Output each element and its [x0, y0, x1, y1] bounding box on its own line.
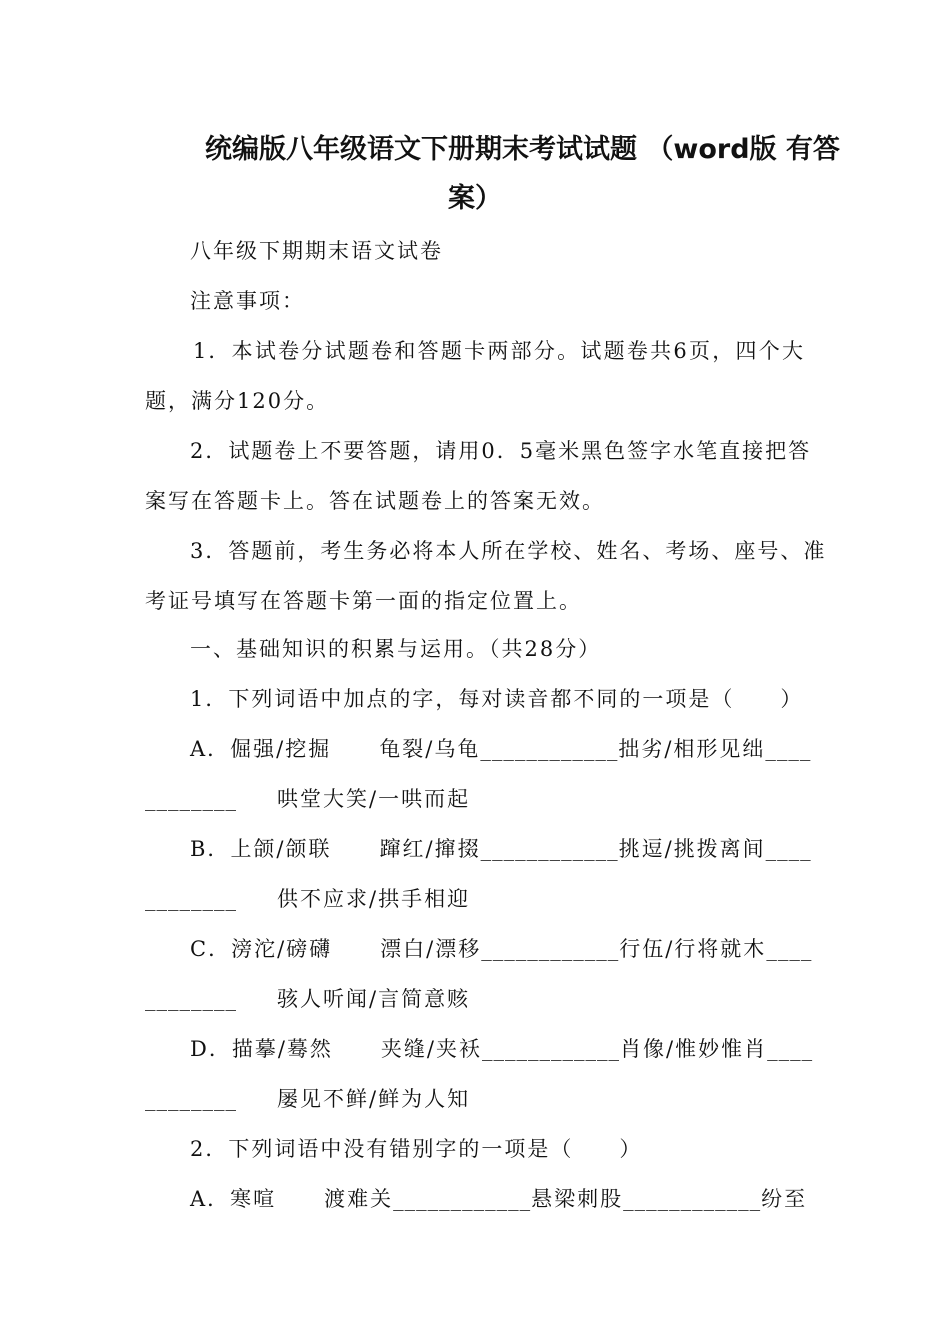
question-2-option-a: A．寒喧 渡难关____________ 悬梁刺股____________ 纷至: [190, 1187, 808, 1211]
document-title-line2: 案）: [448, 183, 502, 214]
question-1-option-a-cont: ________ 哄堂大笑/一哄而起: [145, 787, 471, 811]
note-3-line2: 考证号填写在答题卡第一面的指定位置上。: [145, 589, 582, 613]
note-3-line1: 3． 答 题 前 ， 考 生 务 必 将 本 人 所 在 学 校 、 姓 名 、 考 场 、 座 号 、 准: [190, 539, 827, 563]
question-2-stem: 2．下列词语中没有错别字的一项是（ ）: [190, 1137, 643, 1161]
question-1-option-d: D．描摹/蓦然 夹缝/夹袄____________ 肖像/惟妙惟肖____: [190, 1037, 814, 1061]
exam-subtitle: 八年级下期期末语文试卷: [190, 239, 443, 263]
note-2-line2: 案写在答题卡上。答在试题卷上的答案无效。: [145, 489, 605, 513]
question-1-option-b: B．上颌/颌联 蹿红/撺掇____________ 挑逗/挑拨离间____: [190, 837, 812, 861]
notice-heading: 注意事项：: [190, 289, 305, 313]
question-1-option-c-cont: ________ 骇人听闻/言简意赅: [145, 987, 471, 1011]
question-1-option-c: C．滂沱/磅礴 漂白/漂移____________ 行伍/行将就木____: [190, 937, 813, 961]
note-2-line1: 2． 试 题 卷 上 不 要 答 题 ， 请 用 0． 5 毫 米 黑 色 签 字 水 笔 直 接 把 答: [190, 439, 812, 463]
note-1-line1: 1． 本 试 卷 分 试 题 卷 和 答 题 卡 两 部 分 。 试 题 卷 共 6 页 ， 四 个 大: [193, 339, 805, 363]
section-1-heading: 一、基础知识的积累与运用。（共28分）: [190, 637, 602, 661]
question-1-option-a: A．倔强/挖掘 龟裂/乌龟____________ 拙劣/相形见绌____: [190, 737, 812, 761]
question-1-option-d-cont: ________ 屡见不鲜/鲜为人知: [145, 1087, 471, 1111]
question-1-option-b-cont: ________ 供不应求/拱手相迎: [145, 887, 471, 911]
document-title-line1: 统编版八年级语文下册期末考试试题 （word版 有答: [205, 134, 840, 165]
question-1-stem: 1．下列词语中加点的字，每对读音都不同的一项是（ ）: [190, 687, 804, 711]
note-1-line2: 题，满分120分。: [145, 389, 330, 413]
